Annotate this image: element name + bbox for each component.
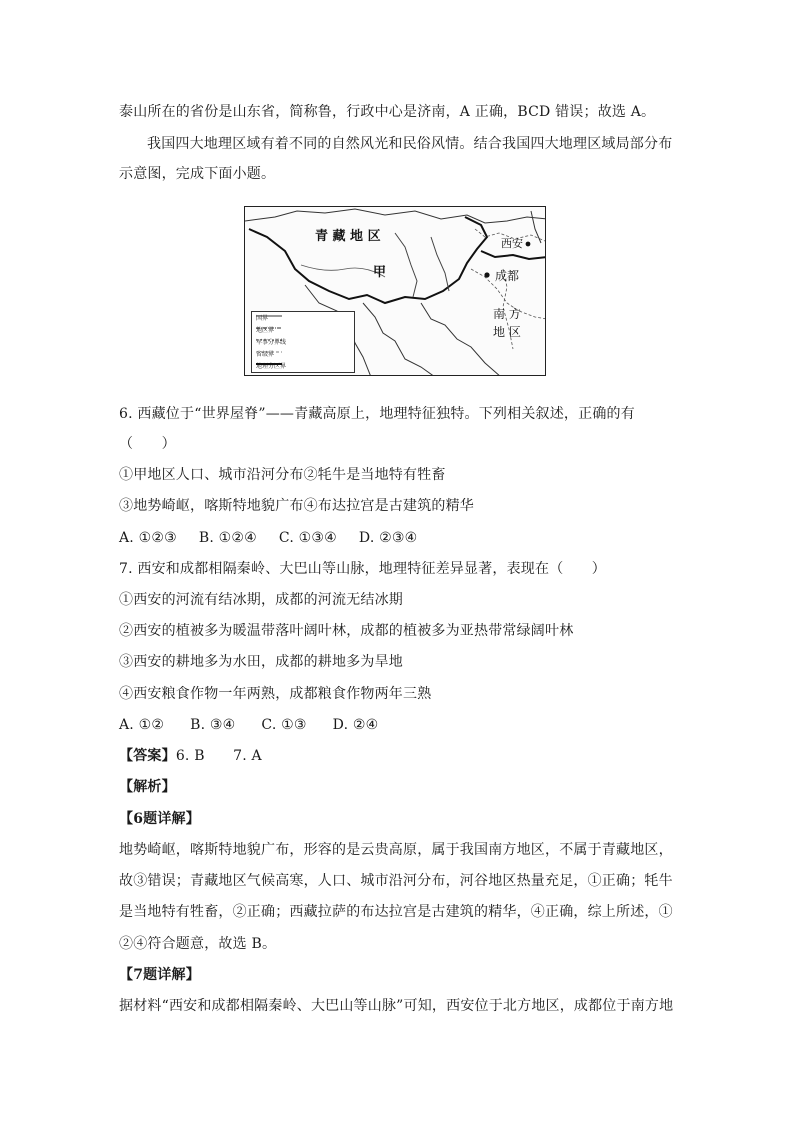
q7-statement-2: ②西安的植被多为暖温带落叶阔叶林，成都的植被多为亚热带常绿阔叶林	[119, 623, 574, 639]
legend-province-border: 省级界	[256, 349, 352, 360]
label-xian: 西安	[501, 237, 523, 250]
q6-paren: （ ）	[119, 436, 176, 452]
detail-6-line-4: ②④符合题意，故选 B。	[119, 936, 277, 952]
detail-7-line-1: 据材料“西安和成都相隔秦岭、大巴山等山脉”可知，西安位于北方地区，成都位于南方地	[119, 998, 674, 1014]
q6-statement-1: ①甲地区人口、城市沿河分布②牦牛是当地特有牲畜	[119, 467, 446, 483]
q6-option-b: B. ①②④	[198, 530, 257, 546]
detail-6-line-3: 是当地特有牲畜，②正确；西藏拉萨的布达拉宫是古建筑的精华，④正确，综上所述，①	[119, 904, 673, 920]
answer-label: 【答案】	[119, 748, 176, 764]
map-legend	[251, 311, 355, 373]
legend-military-line: 军事分界线	[256, 339, 287, 346]
answer-text: 6. B 7. A	[175, 748, 262, 764]
q7-statement-1: ①西安的河流有结冰期，成都的河流无结冰期	[119, 592, 403, 608]
q7-stem: 7. 西安和成都相隔秦岭、大巴山等山脉，地理特征差异显著，表现在（ ）	[119, 561, 607, 577]
q7-option-c: C. ①③	[261, 717, 307, 733]
legend-national-border: 国界	[256, 313, 352, 324]
legend-military-line-symbol	[256, 337, 282, 343]
q6-stem: 6. 西藏位于“世界屋脊”——青藏高原上，地理特征独特。下列相关叙述，正确的有	[119, 406, 635, 422]
q7-option-d: D. ②④	[332, 717, 379, 733]
legend-region-border-symbol	[256, 325, 282, 331]
q7-option-a: A. ①②	[119, 717, 165, 733]
label-qingzang-region: 青 藏 地 区	[315, 229, 381, 244]
detail-6-line-1: 地势崎岖，喀斯特地貌广布，形容的是云贵高原，属于我国南方地区，不属于青藏地区，	[119, 842, 673, 858]
q7-options	[119, 715, 679, 735]
label-chengdu: 成都	[495, 269, 520, 283]
label-jia: 甲	[373, 265, 387, 280]
legend-geo-division-border: 地理分区界	[256, 363, 287, 370]
detail-7-label: 【7题详解】	[119, 967, 200, 983]
answer-line	[119, 746, 679, 766]
legend-geo-division-border-symbol	[256, 361, 282, 367]
analysis-label: 【解析】	[119, 779, 176, 795]
q6-option-d: D. ②③④	[358, 530, 418, 546]
region-map	[244, 206, 546, 376]
q6-statement-2: ③地势崎岖，喀斯特地貌广布④布达拉宫是古建筑的精华	[119, 498, 474, 514]
detail-6-label: 【6题详解】	[119, 811, 200, 827]
legend-national-border-symbol	[256, 313, 282, 319]
intro-line-3: 示意图，完成下面小题。	[119, 166, 276, 182]
q6-options	[119, 528, 679, 548]
q7-statement-4: ④西安粮食作物一年两熟，成都粮食作物两年三熟	[119, 686, 432, 702]
q6-option-c: C. ①③④	[278, 530, 337, 546]
intro-line-2: 我国四大地理区域有着不同的自然风光和民俗风情。结合我国四大地理区域局部分布	[147, 136, 673, 152]
q6-option-a: A. ①②③	[119, 530, 177, 546]
label-nanfang-2: 地 区	[493, 325, 521, 339]
q7-statement-3: ③西安的耕地多为水田，成都的耕地多为旱地	[119, 654, 403, 670]
q7-option-b: B. ③④	[190, 717, 236, 733]
legend-region-border: 地区界	[256, 325, 352, 336]
intro-line-1: 泰山所在的省份是山东省，简称鲁，行政中心是济南，A 正确，BCD 错误；故选 A。	[119, 104, 656, 120]
detail-6-line-2: 故③错误；青藏地区气候高寒，人口、城市沿河分布，河谷地区热量充足，①正确；牦牛	[119, 873, 673, 889]
label-nanfang-1: 南 方	[493, 307, 521, 321]
legend-province-border-symbol	[256, 349, 282, 355]
